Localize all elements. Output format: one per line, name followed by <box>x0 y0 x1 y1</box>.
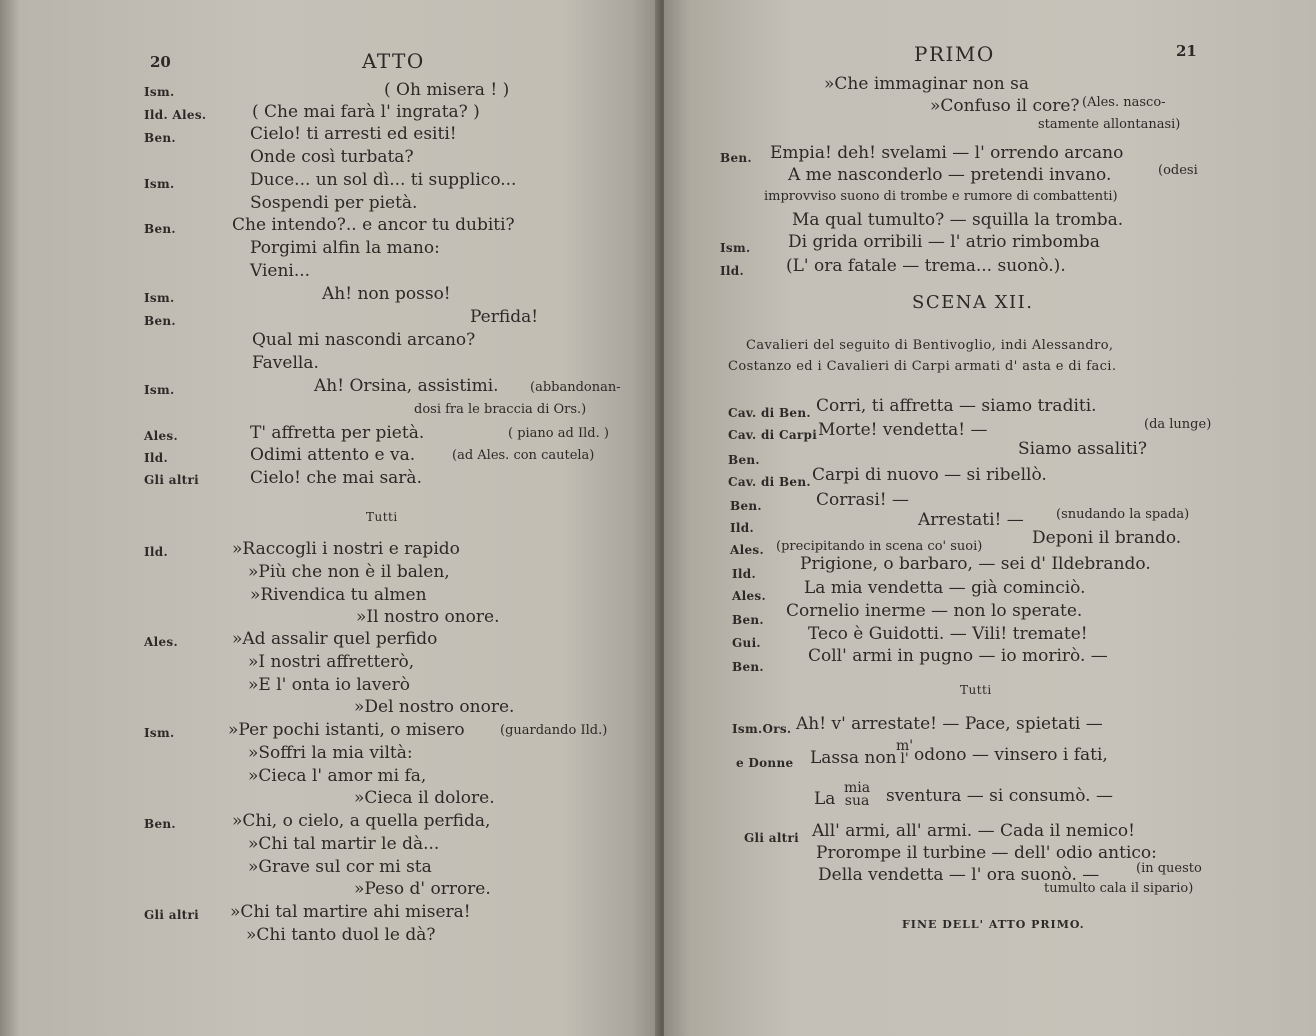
verse: odono — vinsero i fati, <box>914 745 1108 765</box>
stage-direction: (odesi <box>1158 163 1198 178</box>
speaker: Ben. <box>730 499 762 513</box>
scene-cast: Cavalieri del seguito di Bentivoglio, indi Alessandro, <box>746 338 1114 353</box>
verse: La <box>814 789 836 809</box>
variant-reading: m' l' <box>896 738 914 767</box>
speaker: Ism.Ors. <box>732 722 792 736</box>
verse: Favella. <box>252 353 319 373</box>
speaker: Ism. <box>144 383 175 397</box>
speaker: Ben. <box>720 151 752 165</box>
running-head: PRIMO <box>914 42 995 66</box>
verse: »Chi tanto duol le dà? <box>246 925 436 945</box>
verse: Prorompe il turbine — dell' odio antico: <box>816 843 1157 863</box>
speaker: Ales. <box>144 635 178 649</box>
verse: Perfida! <box>470 307 539 327</box>
speaker: Gli altri <box>144 908 200 922</box>
verse: Prigione, o barbaro, — sei d' Ildebrando. <box>800 554 1151 574</box>
verse: »Il nostro onore. <box>356 607 500 627</box>
verse: Teco è Guidotti. — Vili! tremate! <box>808 624 1088 644</box>
verse: Duce... un sol dì... ti supplico... <box>250 170 517 190</box>
speaker: Ism. <box>144 726 175 740</box>
stage-direction: (Ales. nasco- <box>1082 95 1166 110</box>
speaker: Ild. <box>730 521 754 535</box>
verse: Carpi di nuovo — si ribellò. <box>812 465 1047 485</box>
speaker: Ild. <box>144 545 168 559</box>
speaker: Ales. <box>730 543 764 557</box>
speaker: Gui. <box>732 636 761 650</box>
verse: »Cieca il dolore. <box>354 788 495 808</box>
verse: Ah! v' arrestate! — Pace, spietati — <box>796 714 1103 734</box>
verse: Della vendetta — l' ora suonò. — <box>818 865 1100 885</box>
page-number: 21 <box>1176 42 1197 60</box>
verse: ( Oh misera ! ) <box>384 80 510 100</box>
verse: Che intendo?.. e ancor tu dubiti? <box>232 215 515 235</box>
speaker: Ales. <box>732 589 766 603</box>
verse: Onde così turbata? <box>250 147 414 167</box>
verse: »Cieca l' amor mi fa, <box>248 766 427 786</box>
speaker: Ben. <box>144 314 176 328</box>
speaker: Ild. <box>144 451 168 465</box>
verse: »Chi tal martire ahi misera! <box>230 902 471 922</box>
stage-direction: (da lunge) <box>1144 417 1212 432</box>
verse: Di grida orribili — l' atrio rimbomba <box>788 232 1100 252</box>
verse: Corrasi! — <box>816 490 910 510</box>
verse: »Peso d' orrore. <box>354 879 491 899</box>
verse: Ah! Orsina, assistimi. <box>314 376 499 396</box>
scene-heading: SCENA XII. <box>912 292 1034 313</box>
speaker: Ild. <box>732 567 756 581</box>
verse: ( Che mai farà l' ingrata? ) <box>252 102 480 122</box>
speaker: Ism. <box>144 85 175 99</box>
stage-direction: (in questo <box>1136 861 1202 876</box>
verse: Cielo! che mai sarà. <box>250 468 422 488</box>
speaker: Ben. <box>144 222 176 236</box>
verse: Porgimi alfin la mano: <box>250 238 440 258</box>
verse: »Rivendica tu almen <box>250 585 427 605</box>
end-of-act: FINE DELL' ATTO PRIMO. <box>902 918 1085 931</box>
verse: »Soffri la mia viltà: <box>248 743 413 763</box>
speaker: Gli altri <box>144 473 200 487</box>
verse: Empia! deh! svelami — l' orrendo arcano <box>770 143 1124 163</box>
section-heading: Tutti <box>366 510 398 524</box>
verse: Siamo assaliti? <box>1018 439 1147 459</box>
verse: T' affretta per pietà. <box>250 423 425 443</box>
speaker: Ben. <box>732 660 764 674</box>
verse: All' armi, all' armi. — Cada il nemico! <box>812 821 1135 841</box>
stage-direction: improvviso suono di trombe e rumore di combattenti) <box>764 189 1118 204</box>
speaker: Ales. <box>144 429 178 443</box>
scene-cast: Costanzo ed i Cavalieri di Carpi armati d' asta e di faci. <box>728 359 1117 374</box>
speaker: Ism. <box>144 177 175 191</box>
speaker: Ild. Ales. <box>144 108 207 122</box>
verse: Arrestati! — <box>918 510 1024 530</box>
stage-direction: (precipitando in scena co' suoi) <box>776 539 983 554</box>
speaker: Ben. <box>144 817 176 831</box>
speaker: Ben. <box>732 613 764 627</box>
stage-direction: dosi fra le braccia di Ors.) <box>414 402 587 417</box>
speaker: Cav. di Carpi <box>728 428 818 442</box>
verse: Odimi attento e va. <box>250 445 416 465</box>
stage-direction: (guardando Ild.) <box>500 723 608 738</box>
speaker: Cav. di Ben. <box>728 475 811 489</box>
verse: A me nasconderlo — pretendi invano. <box>788 165 1112 185</box>
verse: Vieni... <box>250 261 311 281</box>
stage-direction: tumulto cala il sipario) <box>1044 881 1194 896</box>
verse: Cornelio inerme — non lo sperate. <box>786 601 1083 621</box>
stage-direction: (abbandonan- <box>530 380 621 395</box>
speaker: Ism. <box>144 291 175 305</box>
verse: Coll' armi in pugno — io morirò. — <box>808 646 1108 666</box>
verse: Lassa non <box>810 748 897 768</box>
speaker: Ism. <box>720 241 751 255</box>
speaker: Cav. di Ben. <box>728 406 811 420</box>
verse: »Raccogli i nostri e rapido <box>232 539 460 559</box>
verse: Morte! vendetta! — <box>818 420 988 440</box>
speaker: Ild. <box>720 264 744 278</box>
verse: La mia vendetta — già cominciò. <box>804 578 1086 598</box>
section-heading: Tutti <box>960 683 992 697</box>
verse: »Confuso il core? <box>930 96 1080 116</box>
verse: Ah! non posso! <box>322 284 451 304</box>
verse: (L' ora fatale — trema... suonò.). <box>786 256 1066 276</box>
verse: »Chi tal martir le dà... <box>248 834 440 854</box>
stage-direction: ( piano ad Ild. ) <box>508 426 609 441</box>
speaker: e Donne <box>736 756 794 770</box>
stage-direction: (snudando la spada) <box>1056 507 1190 522</box>
verse: Cielo! ti arresti ed esiti! <box>250 124 457 144</box>
verse: »Chi, o cielo, a quella perfida, <box>232 811 491 831</box>
verse: Deponi il brando. <box>1032 528 1182 548</box>
running-head: ATTO <box>362 49 425 73</box>
verse: »Ad assalir quel perfido <box>232 629 438 649</box>
speaker: Gli altri <box>744 831 800 845</box>
verse: »I nostri affretterò, <box>248 652 415 672</box>
verse: Corri, ti affretta — siamo traditi. <box>816 396 1097 416</box>
verse: »Per pochi istanti, o misero <box>228 720 465 740</box>
speaker: Ben. <box>144 131 176 145</box>
verse: sventura — si consumò. — <box>886 786 1113 806</box>
verse: »Più che non è il balen, <box>248 562 450 582</box>
variant-reading: mia sua <box>844 780 871 809</box>
verse: Qual mi nascondi arcano? <box>252 330 476 350</box>
verse: »Del nostro onore. <box>354 697 515 717</box>
verse: »Grave sul cor mi sta <box>248 857 432 877</box>
verse: »Che immaginar non sa <box>824 74 1029 94</box>
stage-direction: (ad Ales. con cautela) <box>452 448 595 463</box>
verse: Sospendi per pietà. <box>250 193 418 213</box>
speaker: Ben. <box>728 453 760 467</box>
page-number: 20 <box>150 53 171 71</box>
verse: »E l' onta io laverò <box>248 675 410 695</box>
verse: Ma qual tumulto? — squilla la tromba. <box>792 210 1124 230</box>
stage-direction: stamente allontanasi) <box>1038 117 1181 132</box>
right-page <box>664 0 1316 1036</box>
